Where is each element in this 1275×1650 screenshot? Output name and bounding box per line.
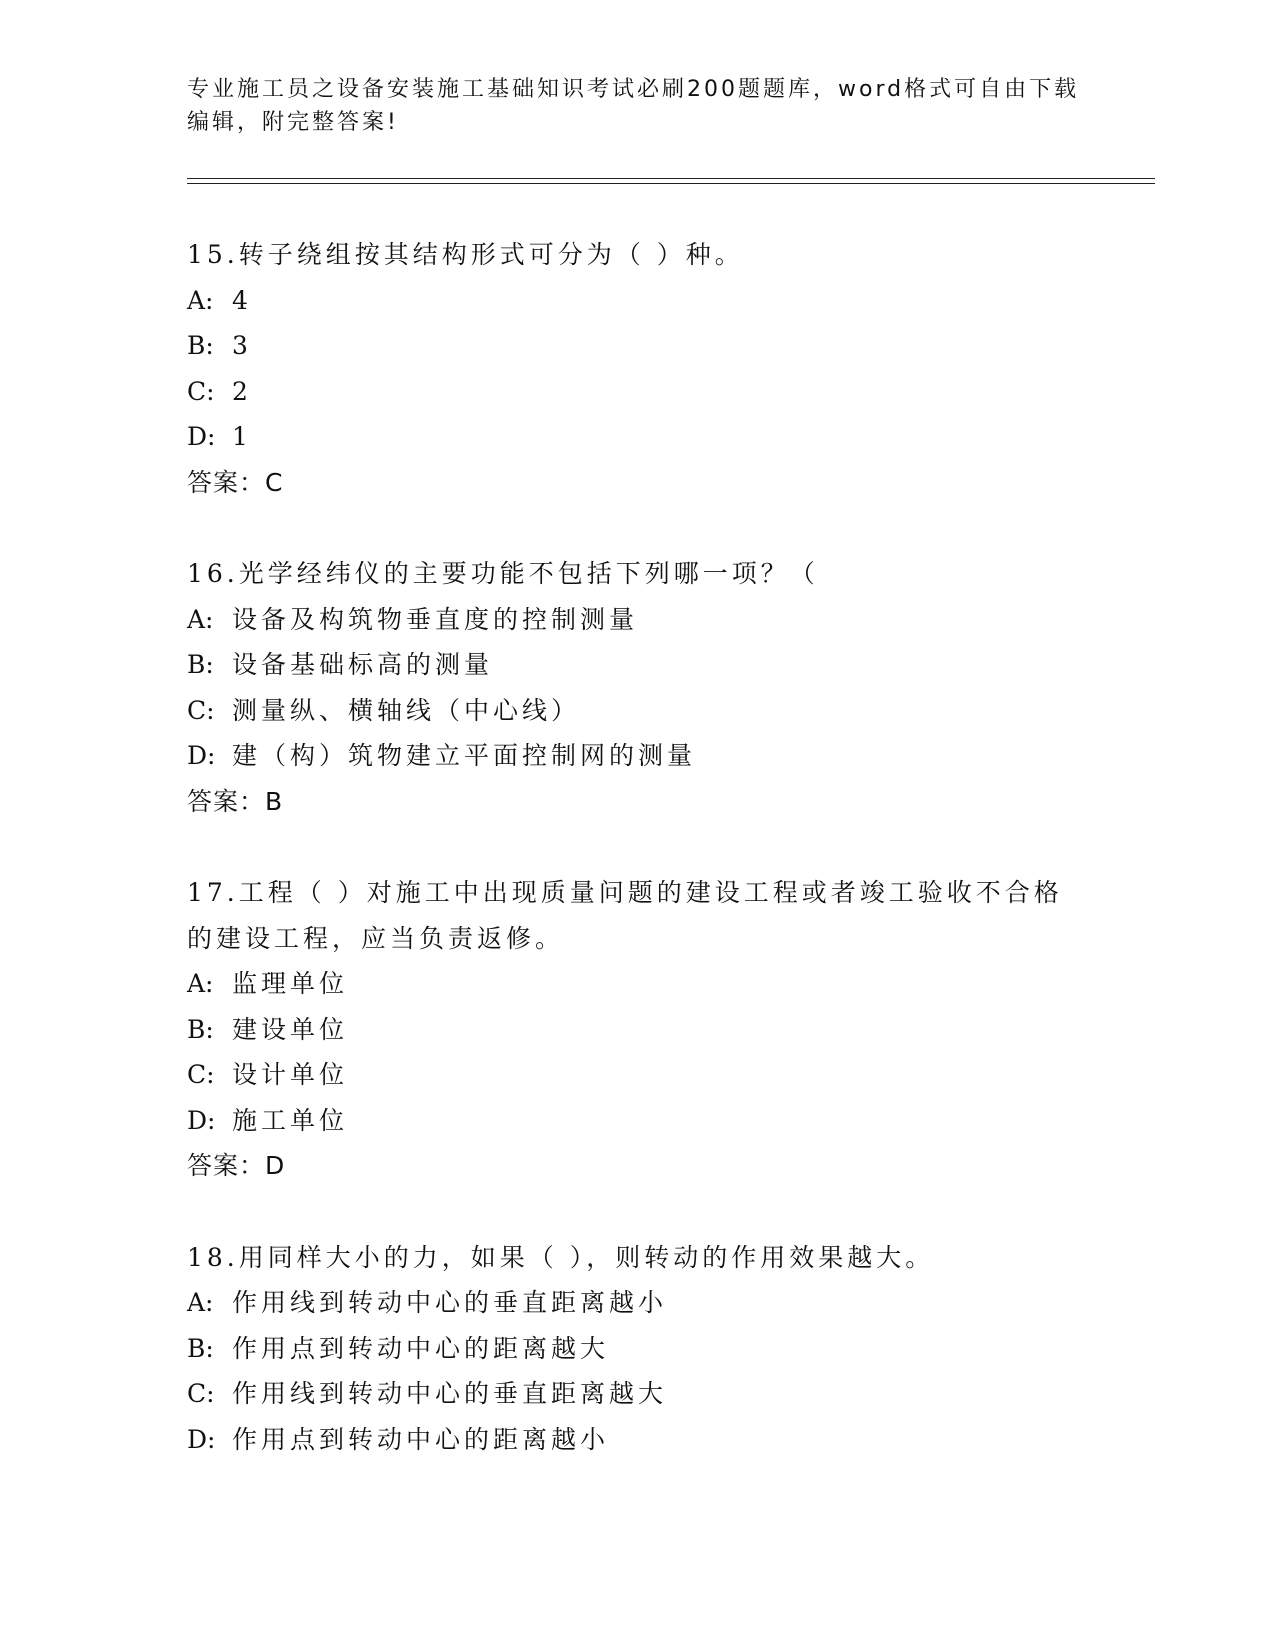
option-text: 作用线到转动中心的垂直距离越大: [232, 1379, 668, 1408]
question-stem: 16.光学经纬仪的主要功能不包括下列哪一项？（: [187, 559, 819, 588]
option-key: C:: [187, 695, 215, 725]
option-key: C:: [187, 376, 215, 406]
option-text: 作用点到转动中心的距离越小: [232, 1424, 610, 1454]
option-text: 建（构）筑物建立平面控制网的测量: [232, 741, 697, 770]
option-text: 施工单位: [232, 1105, 349, 1135]
option-c: [187, 1371, 1087, 1417]
option-c: [187, 688, 1087, 734]
option-b: [187, 1326, 1087, 1372]
option-a: [187, 278, 1087, 324]
option-key: C:: [187, 1060, 215, 1089]
option-key: A:: [187, 1288, 214, 1317]
option-text: 1: [232, 422, 252, 451]
question-18: [187, 1235, 1087, 1463]
option-key: B:: [187, 1333, 214, 1363]
option-d: [187, 733, 1087, 779]
document-header: [187, 73, 1087, 139]
question-list: [187, 232, 1087, 1508]
option-d: [187, 414, 1087, 460]
question-16: [187, 551, 1087, 824]
question-stem: 18.用同样大小的力，如果（ ），则转动的作用效果越大。: [187, 1242, 935, 1272]
header-divider-top: [187, 178, 1155, 179]
answer-line: 答案：C: [187, 467, 284, 497]
option-a: [187, 1280, 1087, 1326]
question-stem: 17.工程（ ）对施工中出现质量问题的建设工程或者竣工验收不合格的建设工程，应当负责返修。: [187, 878, 1063, 953]
option-text: 设备及构筑物垂直度的控制测量: [232, 604, 639, 634]
option-b: [187, 1007, 1087, 1053]
option-text: 设计单位: [232, 1060, 349, 1089]
option-key: B:: [187, 331, 214, 360]
option-text: 3: [232, 331, 252, 360]
option-key: B:: [187, 650, 214, 679]
question-15: [187, 232, 1087, 505]
header-divider-bottom: [187, 183, 1155, 184]
option-key: A:: [187, 969, 214, 998]
option-text: 设备基础标高的测量: [232, 650, 494, 679]
option-key: A:: [187, 604, 214, 634]
option-b: [187, 323, 1087, 369]
option-key: C:: [187, 1379, 215, 1408]
option-a: [187, 597, 1087, 643]
option-text: 监理单位: [232, 969, 349, 998]
option-b: [187, 642, 1087, 688]
answer-line: 答案：B: [187, 786, 284, 816]
option-key: A:: [187, 285, 214, 315]
question-stem: 15.转子绕组按其结构形式可分为（ ）种。: [187, 240, 744, 269]
option-key: D:: [187, 1424, 216, 1454]
option-d: [187, 1098, 1087, 1144]
option-a: [187, 961, 1087, 1007]
header-title-line-2: 编辑，附完整答案!: [187, 110, 399, 135]
answer-line: 答案：D: [187, 1151, 286, 1180]
option-key: D:: [187, 1105, 216, 1135]
option-text: 2: [232, 376, 252, 406]
option-text: 建设单位: [232, 1014, 349, 1044]
option-c: [187, 369, 1087, 415]
option-text: 4: [232, 285, 252, 315]
option-key: B:: [187, 1014, 214, 1044]
option-text: 作用线到转动中心的垂直距离越小: [232, 1288, 668, 1317]
option-key: D:: [187, 422, 216, 451]
question-17: [187, 870, 1087, 1189]
option-d: [187, 1417, 1087, 1463]
header-title-line-1: 专业施工员之设备安装施工基础知识考试必刷200题题库，word格式可自由下载: [187, 77, 1080, 102]
option-key: D:: [187, 741, 216, 770]
option-text: 测量纵、横轴线（中心线）: [232, 695, 581, 725]
option-text: 作用点到转动中心的距离越大: [232, 1333, 610, 1363]
option-c: [187, 1052, 1087, 1098]
